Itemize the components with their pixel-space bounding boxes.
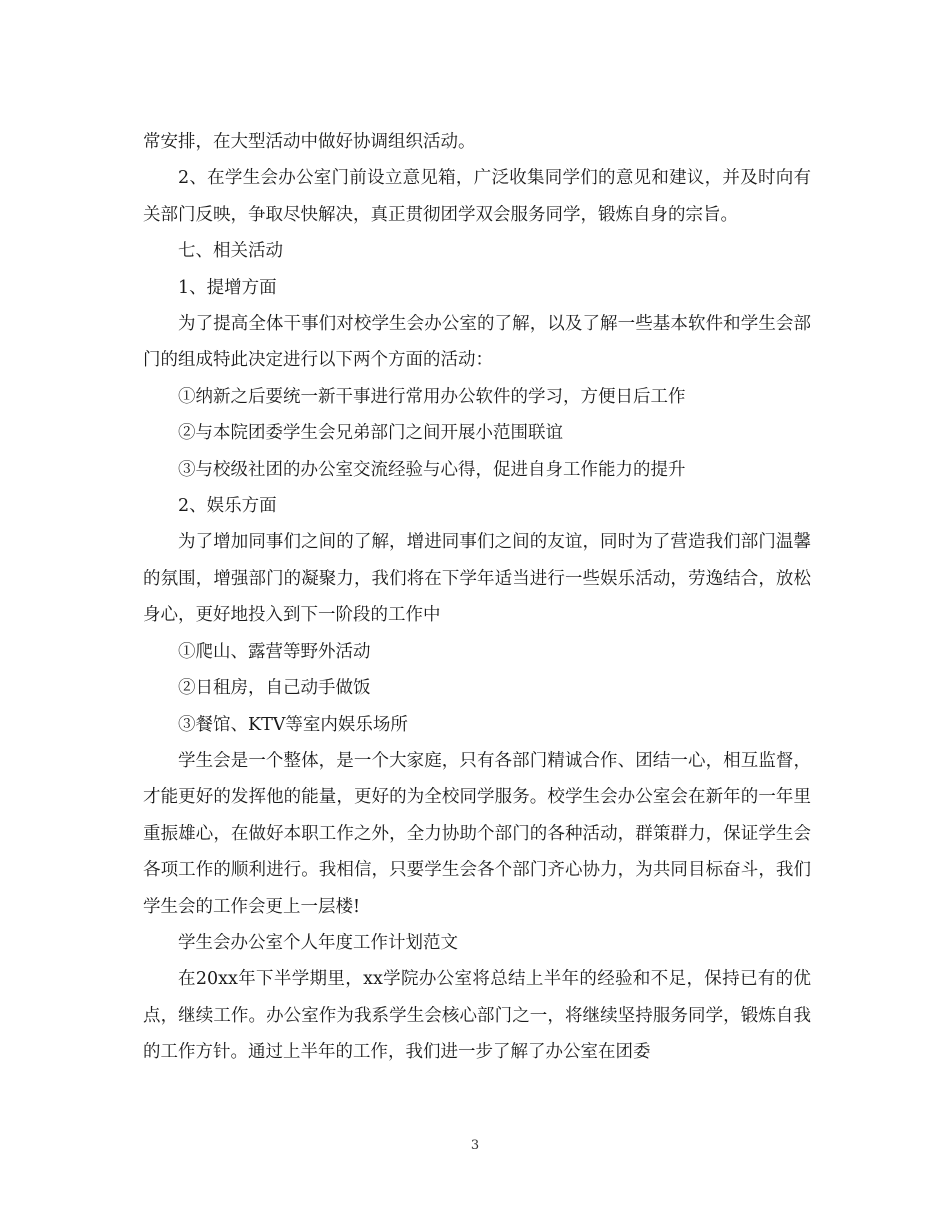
- list-item-entertainment-1: ①爬山、露营等野外活动: [178, 641, 371, 662]
- document-body: [143, 124, 811, 1071]
- list-item-entertainment-3: ③餐馆、KTV等室内娱乐场所: [178, 714, 408, 735]
- article-title: 学生会办公室个人年度工作计划范文: [178, 932, 458, 953]
- paragraph-2: 2、在学生会办公室门前设立意见箱，广泛收集同学们的意见和建议，并及时向有关部门反映，争取尽快解决，真正贯彻团学双会服务同学，锻炼自身的宗旨。: [143, 168, 811, 225]
- list-item-improvement-3: ③与校级社团的办公室交流经验与心得，促进自身工作能力的提升: [178, 459, 686, 480]
- subheading-improvement: 1、提增方面: [178, 277, 277, 298]
- page-number: 3: [470, 1138, 480, 1153]
- subheading-entertainment: 2、娱乐方面: [178, 496, 277, 517]
- paragraph-article-intro: 在20xx年下半学期里，xx学院办公室将总结上半年的经验和不足，保持已有的优点，继续工作。办公室作为我系学生会核心部门之一，将继续坚持服务同学，锻炼自我的工作方针。通过上半年的工作，我们进一步了解了办公室在团委: [143, 969, 811, 1063]
- list-item-improvement-1: ①纳新之后要统一新干事进行常用办公软件的学习，方便日后工作: [178, 386, 686, 407]
- paragraph-conclusion: 学生会是一个整体，是一个大家庭，只有各部门精诚合作、团结一心，相互监督，才能更好的发挥他的能量，更好的为全校同学服务。校学生会办公室会在新年的一年里重振雄心，在做好本职工作之外，全力协助个部门的各种活动，群策群力，保证学生会各项工作的顺利进行。我相信，只要学生会各个部门齐心协力，为共同目标奋斗，我们学生会的工作会更上一层楼!: [143, 750, 811, 917]
- paragraph-1: 常安排，在大型活动中做好协调组织活动。: [143, 132, 476, 152]
- paragraph-entertainment-intro: 为了增加同事们之间的了解，增进同事们之间的友谊，同时为了营造我们部门温馨的氛围，增强部门的凝聚力，我们将在下学年适当进行一些娱乐活动，劳逸结合，放松身心，更好地投入到下一阶段的工作中: [143, 532, 811, 626]
- section-heading-related-activities: 七、相关活动: [178, 241, 283, 262]
- list-item-improvement-2: ②与本院团委学生会兄弟部门之间开展小范围联谊: [178, 423, 563, 444]
- paragraph-improvement-intro: 为了提高全体干事们对校学生会办公室的了解，以及了解一些基本软件和学生会部门的组成特此决定进行以下两个方面的活动：: [143, 314, 811, 371]
- list-item-entertainment-2: ②日租房，自己动手做饭: [178, 678, 371, 699]
